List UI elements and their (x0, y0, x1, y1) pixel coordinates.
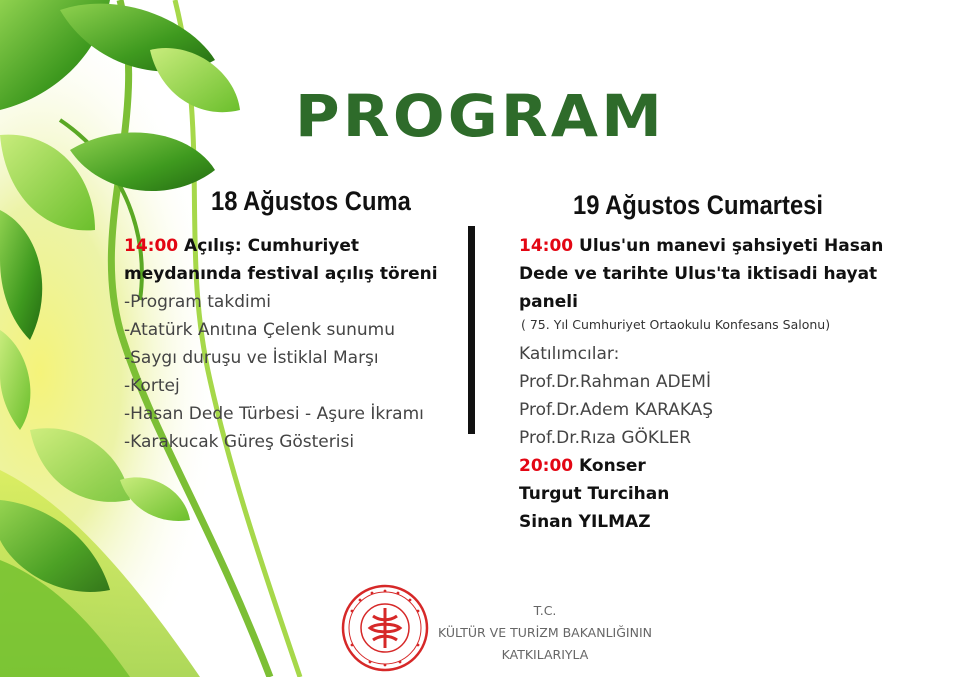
day2-program (519, 232, 883, 536)
list-item: -Karakucak Güreş Gösterisi (124, 432, 355, 452)
day2-time1: 14:00 (519, 236, 574, 256)
day2-event2 (519, 452, 883, 480)
participant: Prof.Dr.Rahman ADEMİ (519, 372, 711, 392)
footer-line3: KATKILARIYLA (501, 647, 589, 662)
footer-line1: T.C. (533, 603, 557, 618)
day1-event-line1: Açılış: Cumhuriyet (184, 236, 360, 256)
column-divider (468, 226, 475, 434)
list-item: -Saygı duruşu ve İstiklal Marşı (124, 348, 379, 368)
participant: Prof.Dr.Adem KARAKAŞ (519, 400, 714, 420)
day1-time: 14:00 (124, 236, 179, 256)
day2-event2-label: Konser (579, 456, 646, 476)
day2-time2: 20:00 (519, 456, 574, 476)
performer: Turgut Turcihan (519, 484, 670, 504)
ministry-seal-logo (340, 583, 430, 673)
venue-note: ( 75. Yıl Cumhuriyet Ortaokulu Konfesans Salonu) (521, 317, 831, 332)
day1-heading: 18 Ağustos Cuma (211, 186, 411, 216)
footer-credit (430, 600, 660, 666)
participants-label: Katılımcılar: (519, 344, 620, 364)
participant: Prof.Dr.Rıza GÖKLER (519, 428, 692, 448)
footer-line2: KÜLTÜR VE TURİZM BAKANLIĞININ (437, 625, 652, 640)
list-item: -Atatürk Anıtına Çelenk sunumu (124, 320, 396, 340)
list-item: -Kortej (124, 376, 180, 396)
day1-event-line2: meydanında festival açılış töreni (124, 264, 438, 284)
day2-heading: 19 Ağustos Cumartesi (573, 190, 824, 220)
page-title: PROGRAM (295, 82, 665, 150)
day1-program (124, 232, 438, 456)
list-item: -Program takdimi (124, 292, 271, 312)
day1-event (124, 232, 438, 260)
day2-event1-line1: Ulus'un manevi şahsiyeti Hasan (579, 236, 884, 256)
performer: Sinan YILMAZ (519, 512, 651, 532)
list-item: -Hasan Dede Türbesi - Aşure İkramı (124, 404, 424, 424)
day2-event1 (519, 232, 883, 260)
day2-event1-line2: Dede ve tarihte Ulus'ta iktisadi hayat (519, 264, 878, 284)
day2-event1-line3: paneli (519, 292, 578, 312)
